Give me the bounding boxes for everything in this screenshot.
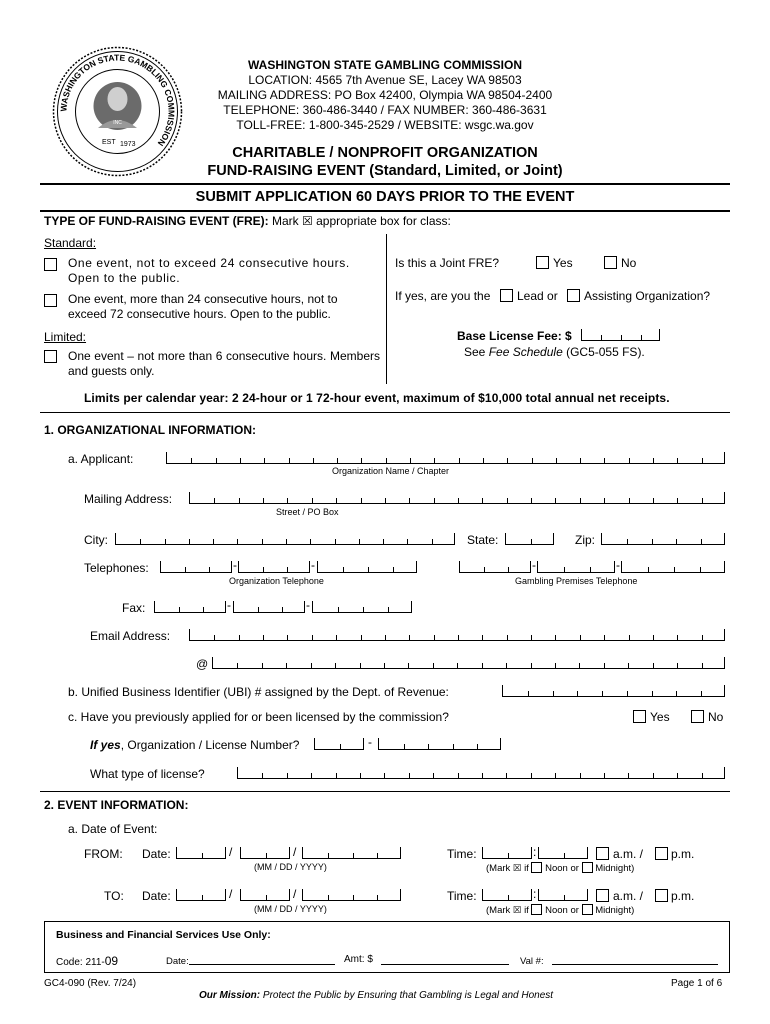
from-date-label: Date: <box>142 847 171 861</box>
gp-phone-prefix[interactable] <box>537 561 615 573</box>
license-number-part2[interactable] <box>378 738 501 750</box>
fax-line[interactable] <box>312 601 412 613</box>
email-label: Email Address: <box>90 629 171 643</box>
base-fee-field[interactable] <box>581 329 660 341</box>
dash: - <box>306 598 310 612</box>
org-name-caption: Organization Name / Chapter <box>332 466 450 476</box>
org-tel-caption: Organization Telephone <box>229 576 324 586</box>
org-phone-area[interactable] <box>160 561 232 573</box>
ubi-field[interactable] <box>502 685 725 697</box>
to-date-label: Date: <box>142 889 171 903</box>
org-phone-prefix[interactable] <box>238 561 310 573</box>
seal-est: EST <box>102 139 116 146</box>
amt-label: Amt: $ <box>344 954 373 965</box>
zip-label: Zip: <box>575 533 596 547</box>
slash: / <box>293 845 297 859</box>
mailing-address-field[interactable] <box>189 492 725 504</box>
joint-no-checkbox[interactable] <box>604 256 617 269</box>
joint-role-question: If yes, are you the <box>395 289 491 303</box>
from-am-label: a.m. / <box>613 847 644 861</box>
section2-heading: 2. EVENT INFORMATION: <box>44 798 189 812</box>
to-midnight-checkbox[interactable] <box>582 904 593 915</box>
date-line[interactable] <box>189 964 335 965</box>
to-label: TO: <box>104 889 124 903</box>
license-number-part1[interactable] <box>314 738 364 750</box>
standard-72hr-checkbox[interactable] <box>44 294 57 307</box>
slash: / <box>229 845 233 859</box>
form-title-line1: CHARITABLE / NONPROFIT ORGANIZATION <box>232 145 538 161</box>
org-phone-line[interactable] <box>317 561 417 573</box>
email-at-sign: @ <box>196 657 209 671</box>
colon: : <box>533 887 537 901</box>
to-pm-checkbox[interactable] <box>655 889 668 902</box>
street-caption: Street / PO Box <box>276 507 339 517</box>
standard-24hr-checkbox[interactable] <box>44 258 57 271</box>
to-time-label: Time: <box>447 889 477 903</box>
val-line[interactable] <box>552 964 718 965</box>
to-minute[interactable] <box>538 889 588 901</box>
slash: / <box>293 887 297 901</box>
from-noon-note: (Mark ☒ if Noon or Midnight) <box>486 863 635 874</box>
applicant-field[interactable] <box>166 452 725 464</box>
annual-limits-note: Limits per calendar year: 2 24-hour or 1 72-hour event, maximum of $10,000 total annual net receipts. <box>84 391 670 405</box>
colon: : <box>533 845 537 859</box>
state-label: State: <box>467 533 499 547</box>
from-label: FROM: <box>84 847 123 861</box>
joint-yes-checkbox[interactable] <box>536 256 549 269</box>
joint-no-label: No <box>621 256 637 270</box>
prior-license-question: c. Have you previously applied for or been licensed by the commission? <box>68 710 449 724</box>
prior-license-yes-label: Yes <box>650 710 670 724</box>
standard-label: Standard: <box>44 236 97 250</box>
office-use-heading: Business and Financial Services Use Only: <box>56 929 271 941</box>
agency-location: LOCATION: 4565 7th Avenue SE, Lacey WA 98503 <box>248 73 522 87</box>
seal-ring-text: WASHINGTON STATE GAMBLING COMMISSION <box>58 52 177 149</box>
from-pm-checkbox[interactable] <box>655 847 668 860</box>
standard-72hr-text: One event, more than 24 consecutive hours, not to exceed 72 consecutive hours. Open to the public. <box>68 292 338 321</box>
fee-schedule-note: See Fee Schedule (GC5-055 FS). <box>464 345 645 359</box>
ubi-label: b. Unified Business Identifier (UBI) # assigned by the Dept. of Revenue: <box>68 685 449 699</box>
license-type-label: What type of license? <box>90 767 205 781</box>
to-day[interactable] <box>240 889 290 901</box>
submit-notice: SUBMIT APPLICATION 60 DAYS PRIOR TO THE EVENT <box>195 189 575 205</box>
gp-phone-line[interactable] <box>621 561 725 573</box>
from-midnight-checkbox[interactable] <box>582 862 593 873</box>
agency-telephone: TELEPHONE: 360-486-3440 / FAX NUMBER: 360-486-3631 <box>223 103 547 117</box>
lead-label: Lead or <box>517 289 558 303</box>
joint-question: Is this a Joint FRE? <box>395 256 500 270</box>
joint-yes-label: Yes <box>553 256 573 270</box>
form-title-line2: FUND-RAISING EVENT (Standard, Limited, or Joint) <box>207 163 563 179</box>
to-month[interactable] <box>176 889 226 901</box>
gp-phone-area[interactable] <box>459 561 531 573</box>
agency-tollfree: TOLL-FREE: 1-800-345-2529 / WEBSITE: wsgc.wa.gov <box>236 118 534 132</box>
to-am-checkbox[interactable] <box>596 889 609 902</box>
from-year[interactable] <box>302 847 401 859</box>
seal-year: 1973 <box>120 141 136 148</box>
section1-heading: 1. ORGANIZATIONAL INFORMATION: <box>44 423 256 437</box>
fax-prefix[interactable] <box>233 601 305 613</box>
to-date-caption: (MM / DD / YYYY) <box>254 904 327 914</box>
license-type-field[interactable] <box>237 767 725 779</box>
agency-mailing: MAILING ADDRESS: PO Box 42400, Olympia WA 98504-2400 <box>217 88 553 102</box>
agency-name: WASHINGTON STATE GAMBLING COMMISSION <box>248 58 522 72</box>
to-am-label: a.m. / <box>613 889 644 903</box>
dash: - <box>532 558 536 572</box>
from-am-checkbox[interactable] <box>596 847 609 860</box>
commission-seal-logo <box>50 44 185 179</box>
applicant-label: a. Applicant: <box>68 452 134 466</box>
mission-statement: Our Mission: Protect the Public by Ensuring that Gambling is Legal and Honest <box>199 990 554 1001</box>
form-number: GC4-090 (Rev. 7/24) <box>44 978 137 989</box>
code-label: Code: 211-09 <box>56 954 119 968</box>
standard-24hr-text: One event, not to exceed 24 consecutive hours. Open to the public. <box>68 256 350 285</box>
prior-license-no-label: No <box>708 710 724 724</box>
fax-area[interactable] <box>154 601 226 613</box>
fax-label: Fax: <box>122 601 146 615</box>
page-number: Page 1 of 6 <box>671 978 723 989</box>
to-noon-checkbox[interactable] <box>531 904 542 915</box>
to-hour[interactable] <box>482 889 532 901</box>
to-year[interactable] <box>302 889 401 901</box>
prior-license-no-checkbox[interactable] <box>691 710 704 723</box>
event-date-label: a. Date of Event: <box>68 822 158 836</box>
license-number-label: If yes, Organization / License Number? <box>90 738 300 752</box>
limited-6hr-text: One event – not more than 6 consecutive hours. Members and guests only. <box>68 349 380 378</box>
limited-label: Limited: <box>44 330 87 344</box>
from-time-label: Time: <box>447 847 477 861</box>
from-month[interactable] <box>176 847 226 859</box>
from-noon-checkbox[interactable] <box>531 862 542 873</box>
code-value: 09 <box>104 954 119 968</box>
limited-6hr-checkbox[interactable] <box>44 350 57 363</box>
date-label: Date: <box>166 956 189 967</box>
lead-checkbox[interactable] <box>500 289 513 302</box>
slash: / <box>229 887 233 901</box>
from-day[interactable] <box>240 847 290 859</box>
assisting-label: Assisting Organization? <box>584 289 711 303</box>
mailing-address-label: Mailing Address: <box>84 492 173 506</box>
dash: - <box>311 558 315 572</box>
city-label: City: <box>84 533 108 547</box>
amt-line[interactable] <box>381 964 509 965</box>
to-noon-note: (Mark ☒ if Noon or Midnight) <box>486 905 635 916</box>
from-hour[interactable] <box>482 847 532 859</box>
gp-tel-caption: Gambling Premises Telephone <box>515 576 638 586</box>
zip-field[interactable] <box>601 533 725 545</box>
base-fee-label: Base License Fee: $ <box>457 329 572 343</box>
from-pm-label: p.m. <box>671 847 695 861</box>
dash: - <box>227 598 231 612</box>
dash: - <box>616 558 620 572</box>
assisting-checkbox[interactable] <box>567 289 580 302</box>
city-field[interactable] <box>115 533 455 545</box>
from-minute[interactable] <box>538 847 588 859</box>
seal-inc: INC <box>113 120 122 126</box>
to-pm-label: p.m. <box>671 889 695 903</box>
dash: - <box>368 735 372 749</box>
val-label: Val #: <box>520 956 544 967</box>
email-user-field[interactable] <box>189 629 725 641</box>
state-field[interactable] <box>505 533 554 545</box>
dash: - <box>233 558 237 572</box>
from-date-caption: (MM / DD / YYYY) <box>254 862 327 872</box>
telephones-label: Telephones: <box>84 561 149 575</box>
prior-license-yes-checkbox[interactable] <box>633 710 646 723</box>
email-domain-field[interactable] <box>212 657 725 669</box>
fre-type-heading: TYPE OF FUND-RAISING EVENT (FRE): Mark ☒ appropriate box for class: <box>44 214 451 228</box>
